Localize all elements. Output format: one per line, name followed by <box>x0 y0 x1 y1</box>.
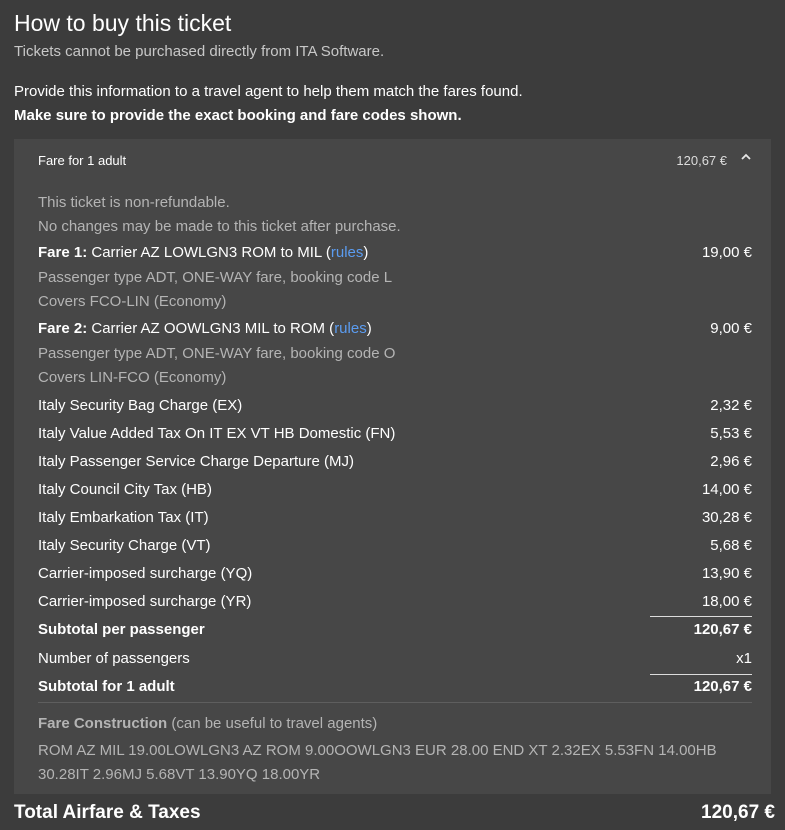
fare-construction-heading <box>38 715 377 732</box>
fare-panel-title[interactable]: Fare for 1 adult <box>38 153 127 168</box>
page-subtitle: Tickets cannot be purchased directly from ITA Software. <box>14 43 385 60</box>
tax-label: Carrier-imposed surcharge (YR) <box>38 593 252 610</box>
subtotal-per-passenger-value: 120,67 € <box>693 621 752 638</box>
fare-1-text: Carrier AZ LOWLGN3 ROM to MIL ( <box>87 244 331 261</box>
tax-row <box>38 425 752 447</box>
fare-2-text: Carrier AZ OOWLGN3 MIL to ROM ( <box>87 320 335 337</box>
tax-value: 5,68 € <box>710 537 752 554</box>
tax-value: 18,00 € <box>701 593 752 610</box>
tax-value: 5,53 € <box>710 425 752 442</box>
tax-label: Carrier-imposed surcharge (YQ) <box>38 565 253 582</box>
tax-label: Italy Embarkation Tax (IT) <box>38 509 209 526</box>
fare-panel <box>14 139 771 794</box>
fare-row-2 <box>38 320 752 342</box>
tax-row <box>38 509 752 531</box>
refund-note: This ticket is non-refundable. <box>38 194 230 211</box>
subtotal-adult-label: Subtotal for 1 adult <box>38 678 175 695</box>
info-text: Provide this information to a travel agent to help them match the fares found. <box>14 83 523 100</box>
tax-row <box>38 565 752 587</box>
passengers-label: Number of passengers <box>38 650 190 667</box>
subtotal-adult-value: 120,67 € <box>693 678 752 695</box>
fare-1-detail-1: Passenger type ADT, ONE-WAY fare, booking code L <box>38 269 393 286</box>
info-emphasis: Make sure to provide the exact booking and fare codes shown. <box>14 107 462 124</box>
fare-1-prefix: Fare 1: <box>38 244 88 261</box>
fare-2-prefix: Fare 2: <box>38 320 88 337</box>
tax-label: Italy Security Charge (VT) <box>38 537 211 554</box>
tax-row <box>38 397 752 419</box>
fare-2-rules-link[interactable]: rules <box>334 320 367 337</box>
page-title: How to buy this ticket <box>14 10 232 36</box>
total-value: 120,67 € <box>701 802 775 823</box>
fare-construction-title: Fare Construction <box>38 715 168 732</box>
fare-1-value: 19,00 € <box>701 244 752 261</box>
passengers-value: x1 <box>736 650 752 667</box>
tax-value: 13,90 € <box>701 565 752 582</box>
tax-row <box>38 537 752 559</box>
tax-label: Italy Passenger Service Charge Departure (MJ) <box>38 453 354 470</box>
tax-value: 14,00 € <box>701 481 752 498</box>
section-divider <box>38 702 752 703</box>
adult-subtotal-divider <box>650 674 752 675</box>
tax-value: 2,96 € <box>710 453 752 470</box>
fare-1-detail-2: Covers FCO-LIN (Economy) <box>38 293 227 310</box>
subtotal-divider <box>650 616 752 617</box>
tax-value: 2,32 € <box>710 397 752 414</box>
total-label: Total Airfare & Taxes <box>14 802 201 823</box>
fare-1-suffix: ) <box>363 244 369 261</box>
fare-construction-text: ROM AZ MIL 19.00LOWLGN3 AZ ROM 9.00OOWLGN3 EUR 28.00 END XT 2.32EX 5.53FN 14.00HB 30.28IT 2.96MJ 5.68VT 13.90YQ 18.00YR <box>38 742 717 783</box>
tax-row <box>38 593 752 615</box>
fare-2-detail-2: Covers LIN-FCO (Economy) <box>38 369 227 386</box>
tax-label: Italy Council City Tax (HB) <box>38 481 212 498</box>
tax-label: Italy Value Added Tax On IT EX VT HB Domestic (FN) <box>38 425 396 442</box>
fare-2-value: 9,00 € <box>710 320 752 337</box>
tax-row <box>38 453 752 475</box>
chevron-up-icon[interactable] <box>739 150 753 164</box>
subtotal-per-passenger-label: Subtotal per passenger <box>38 621 205 638</box>
tax-value: 30,28 € <box>701 509 752 526</box>
fare-row-1 <box>38 244 752 266</box>
change-note: No changes may be made to this ticket after purchase. <box>38 218 401 235</box>
fare-2-detail-1: Passenger type ADT, ONE-WAY fare, booking code O <box>38 345 396 362</box>
fare-panel-amount: 120,67 € <box>676 153 727 168</box>
passengers-row <box>38 650 752 672</box>
fare-construction-note: (can be useful to travel agents) <box>167 715 378 732</box>
subtotal-adult-row <box>38 678 752 700</box>
fare-2-suffix: ) <box>366 320 372 337</box>
subtotal-per-passenger-row <box>38 621 752 643</box>
tax-label: Italy Security Bag Charge (EX) <box>38 397 243 414</box>
fare-1-rules-link[interactable]: rules <box>330 244 364 261</box>
tax-row <box>38 481 752 503</box>
